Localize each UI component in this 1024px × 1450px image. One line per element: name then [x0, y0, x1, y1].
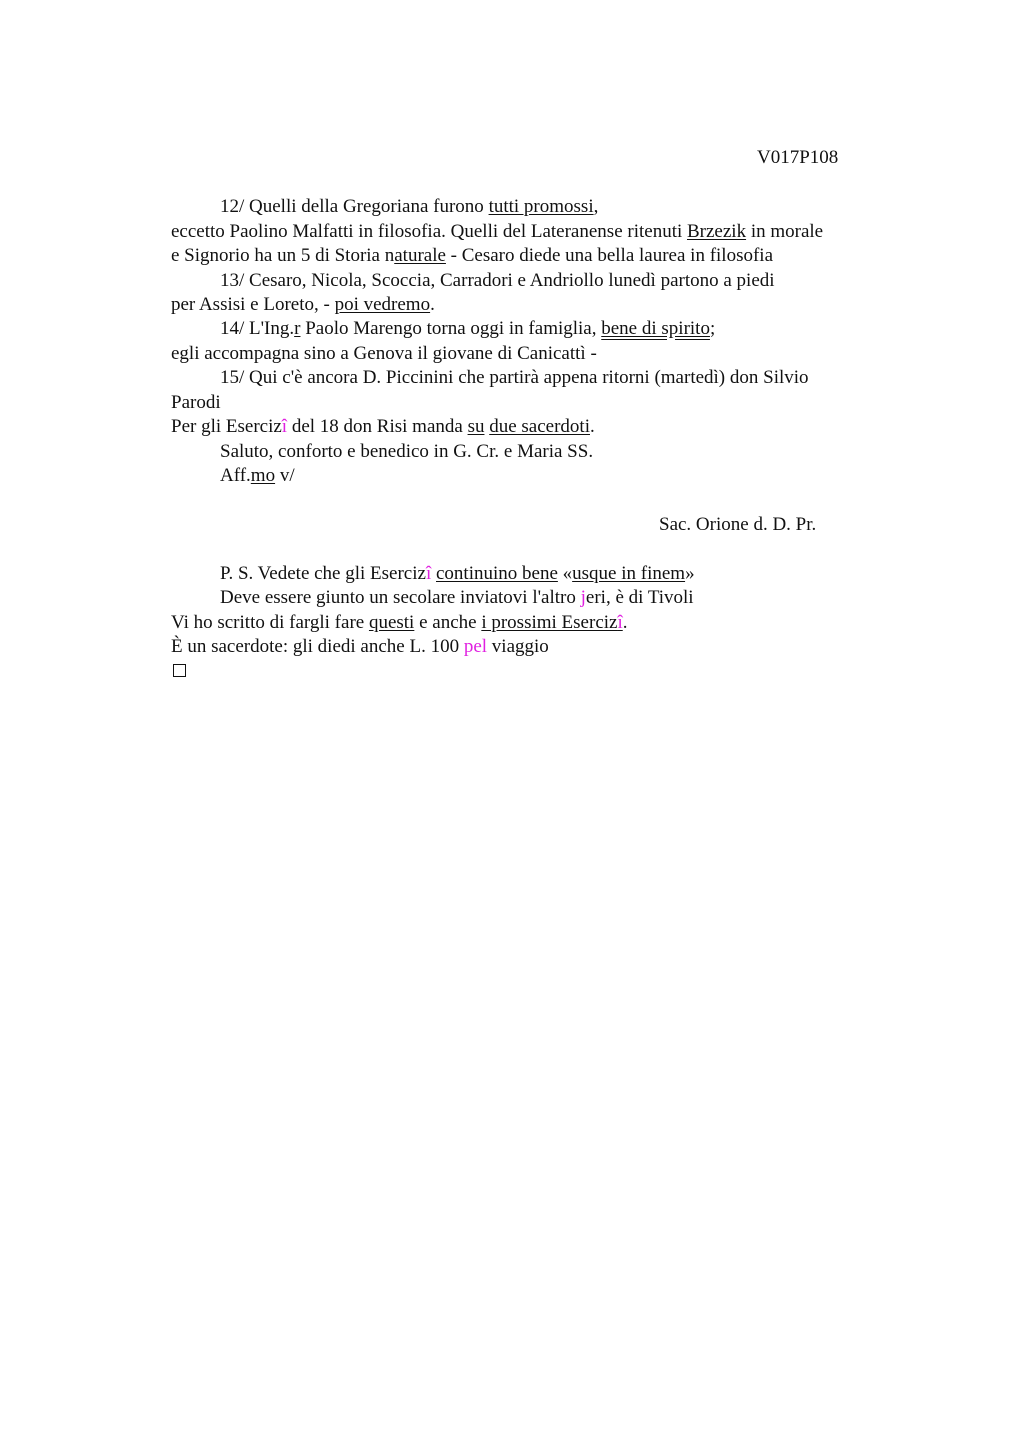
ps-2-highlight: j	[580, 587, 586, 608]
text-line-10	[171, 416, 595, 438]
line-10-text-d: .	[589, 416, 595, 437]
item-12-text: 12/ Quelli della Gregoriana furono	[220, 196, 489, 217]
signature: Sac. Orione d. D. Pr.	[659, 514, 817, 535]
ps-1-text-c: «	[557, 563, 573, 584]
ps-3-underlined-b: i prossimi Esercizî	[481, 612, 623, 633]
item-14-text-b: Paolo Marengo torna oggi in famiglia,	[300, 318, 602, 339]
text-line-2	[171, 221, 823, 243]
line-2-text-b: in morale	[746, 221, 824, 242]
item-14-underlined-r: r	[294, 318, 301, 339]
ps-3-text-c: .	[622, 612, 628, 633]
aff-underlined: mo	[250, 465, 276, 486]
item-14-text-c: ;	[709, 318, 716, 339]
item-12-suffix: ,	[593, 196, 599, 217]
line-5-text-a: per Assisi e Loreto, -	[171, 294, 335, 315]
line-3-underlined: aturale	[394, 245, 446, 266]
text-line-3	[171, 245, 773, 267]
line-5-underlined: poi vedremo	[334, 294, 431, 315]
aff-text: Aff.	[220, 465, 251, 486]
ps-3-text-b: e anche	[414, 612, 482, 633]
ps-3-text-a: Vi ho scritto di fargli fare	[171, 612, 369, 633]
ps-2-text-a: Deve essere giunto un secolare inviatovi l'altro	[220, 587, 581, 608]
highlighted-char: î	[617, 612, 623, 633]
ps-2-text-b: eri, è di Tivoli	[585, 587, 694, 608]
item-14-line	[220, 318, 715, 340]
checkbox-square-icon	[173, 664, 186, 677]
ps-1-underlined-a: continuino bene	[436, 563, 558, 584]
line-2-underlined: Brzezik	[687, 221, 747, 242]
ps-1-underlined-b: usque in finem	[572, 563, 686, 584]
ps-line-1	[220, 563, 695, 585]
ps-line-3	[171, 612, 628, 634]
line-3-text-b: - Cesaro diede una bella laurea in filosofia	[445, 245, 774, 266]
highlighted-char: î	[425, 563, 432, 584]
greeting-line: Saluto, conforto e benedico in G. Cr. e Maria SS.	[220, 441, 594, 462]
ps-4-highlight: pel	[463, 636, 488, 657]
item-13-line: 13/ Cesaro, Nicola, Scoccia, Carradori e Andriollo lunedì partono a piedi	[220, 270, 775, 291]
item-14-double-underlined: bene di spirito	[601, 318, 710, 339]
ps-4-text-a: È un sacerdote: gli diedi anche L. 100	[171, 636, 464, 657]
line-2-text-a: eccetto Paolino Malfatti in filosofia. Quelli del Lateranense ritenuti	[171, 221, 687, 242]
item-12-line	[220, 196, 598, 218]
page-id: V017P108	[757, 147, 839, 168]
highlighted-char: î	[281, 416, 288, 437]
aff-text-b: v/	[275, 465, 295, 486]
ps-1-text-a: P. S. Vedete che gli Esercizî	[220, 563, 432, 584]
line-10-text-b: del 18 don Risi manda	[287, 416, 468, 437]
line-10-underlined-sacerdoti: due sacerdoti	[489, 416, 590, 437]
text-line-7: egli accompagna sino a Genova il giovane di Canicattì -	[171, 343, 597, 364]
text-line-9: Parodi	[171, 392, 221, 413]
line-3-text-a: e Signorio ha un 5 di Storia n	[171, 245, 395, 266]
text-line-5	[171, 294, 435, 316]
item-14-text-a: 14/ L'Ing.	[220, 318, 295, 339]
ps-4-text-b: viaggio	[487, 636, 549, 657]
ps-line-4	[171, 636, 549, 658]
item-12-underlined: tutti promossi	[488, 196, 594, 217]
ps-3-underlined-a: questi	[368, 612, 415, 633]
line-10-underlined-su: su	[467, 416, 485, 437]
line-5-text-b: .	[430, 294, 435, 315]
aff-line	[220, 465, 295, 487]
ps-line-2	[220, 587, 694, 609]
line-10-text-a: Per gli Esercizî	[171, 416, 288, 437]
ps-1-text-d: »	[685, 563, 695, 584]
item-15-line: 15/ Qui c'è ancora D. Piccinini che partirà appena ritorni (martedì) don Silvio	[220, 367, 809, 388]
